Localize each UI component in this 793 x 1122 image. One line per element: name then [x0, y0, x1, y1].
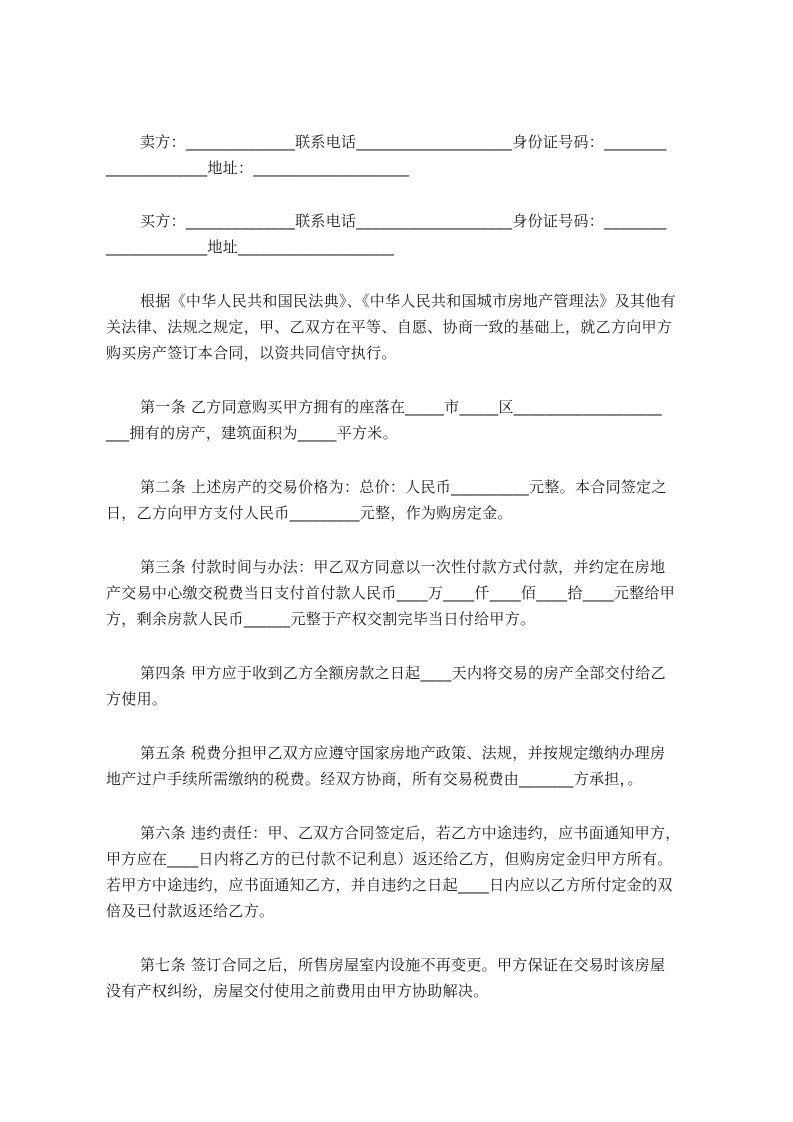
seller-line-2: _____________地址：____________________: [106, 159, 410, 177]
preamble-line-3: 购买房产签订本合同，以资共同信守执行。: [106, 344, 397, 362]
article-2-line-1: 第二条 上述房产的交易价格为：总价：人民币__________元整。本合同签定之: [140, 478, 667, 496]
article-7-line-1: 第七条 签订合同之后，所售房屋室内设施不再变更。甲方保证在交易时该房屋: [140, 956, 666, 974]
article-6-line-3: 若甲方中途违约，应书面通知乙方，并自违约之日起____日内应以乙方所付定金的双: [106, 876, 673, 894]
buyer-line-2: _____________地址____________________: [106, 238, 394, 256]
article-3-line-2: 产交易中心缴交税费当日支付首付款人民币____万____仟____佰____拾____元整给甲: [106, 584, 676, 602]
preamble-line-1: 根据《中华人民共和国民法典》、《中华人民共和国城市房地产管理法》及其他有: [140, 292, 676, 310]
article-5-line-1: 第五条 税费分担甲乙双方应遵守国家房地产政策、法规，并按规定缴纳办理房: [140, 744, 666, 762]
buyer-line-1: 买方：______________联系电话____________________身份证号码：________: [140, 212, 667, 230]
preamble-line-2: 关法律、法规之规定，甲、乙双方在平等、自愿、协商一致的基础上，就乙方向甲方: [106, 318, 673, 336]
article-7-line-2: 没有产权纠纷，房屋交付使用之前费用由甲方协助解决。: [106, 982, 489, 1000]
article-3-line-1: 第三条 付款时间与办法：甲乙双方同意以一次性付款方式付款，并约定在房地: [140, 558, 666, 576]
article-3-line-3: 方，剩余房款人民币______元整于产权交割完毕当日付给甲方。: [106, 610, 536, 628]
article-1-line-1: 第一条 乙方同意购买甲方拥有的座落在_____市_____区___________________: [140, 398, 662, 416]
article-4-line-1: 第四条 甲方应于收到乙方全额房款之日起____天内将交易的房产全部交付给乙: [140, 664, 666, 682]
article-5-line-2: 地产过户手续所需缴纳的税费。经双方协商，所有交易税费由_______方承担，。: [106, 770, 643, 788]
article-4-line-2: 方使用。: [106, 690, 168, 708]
article-6-line-2: 甲方应在____日内将乙方的已付款不记利息）返还给乙方，但购房定金归甲方所有。: [106, 850, 673, 868]
article-1-line-2: ___拥有的房产，建筑面积为_____平方米。: [106, 424, 398, 442]
article-6-line-1: 第六条 违约责任：甲、乙双方合同签定后，若乙方中途违约，应书面通知甲方，: [140, 824, 681, 842]
article-2-line-2: 日，乙方向甲方支付人民币_________元整，作为购房定金。: [106, 504, 513, 522]
article-6-line-4: 倍及已付款返还给乙方。: [106, 902, 275, 920]
seller-line-1: 卖方：______________联系电话____________________身份证号码：________: [140, 133, 667, 151]
